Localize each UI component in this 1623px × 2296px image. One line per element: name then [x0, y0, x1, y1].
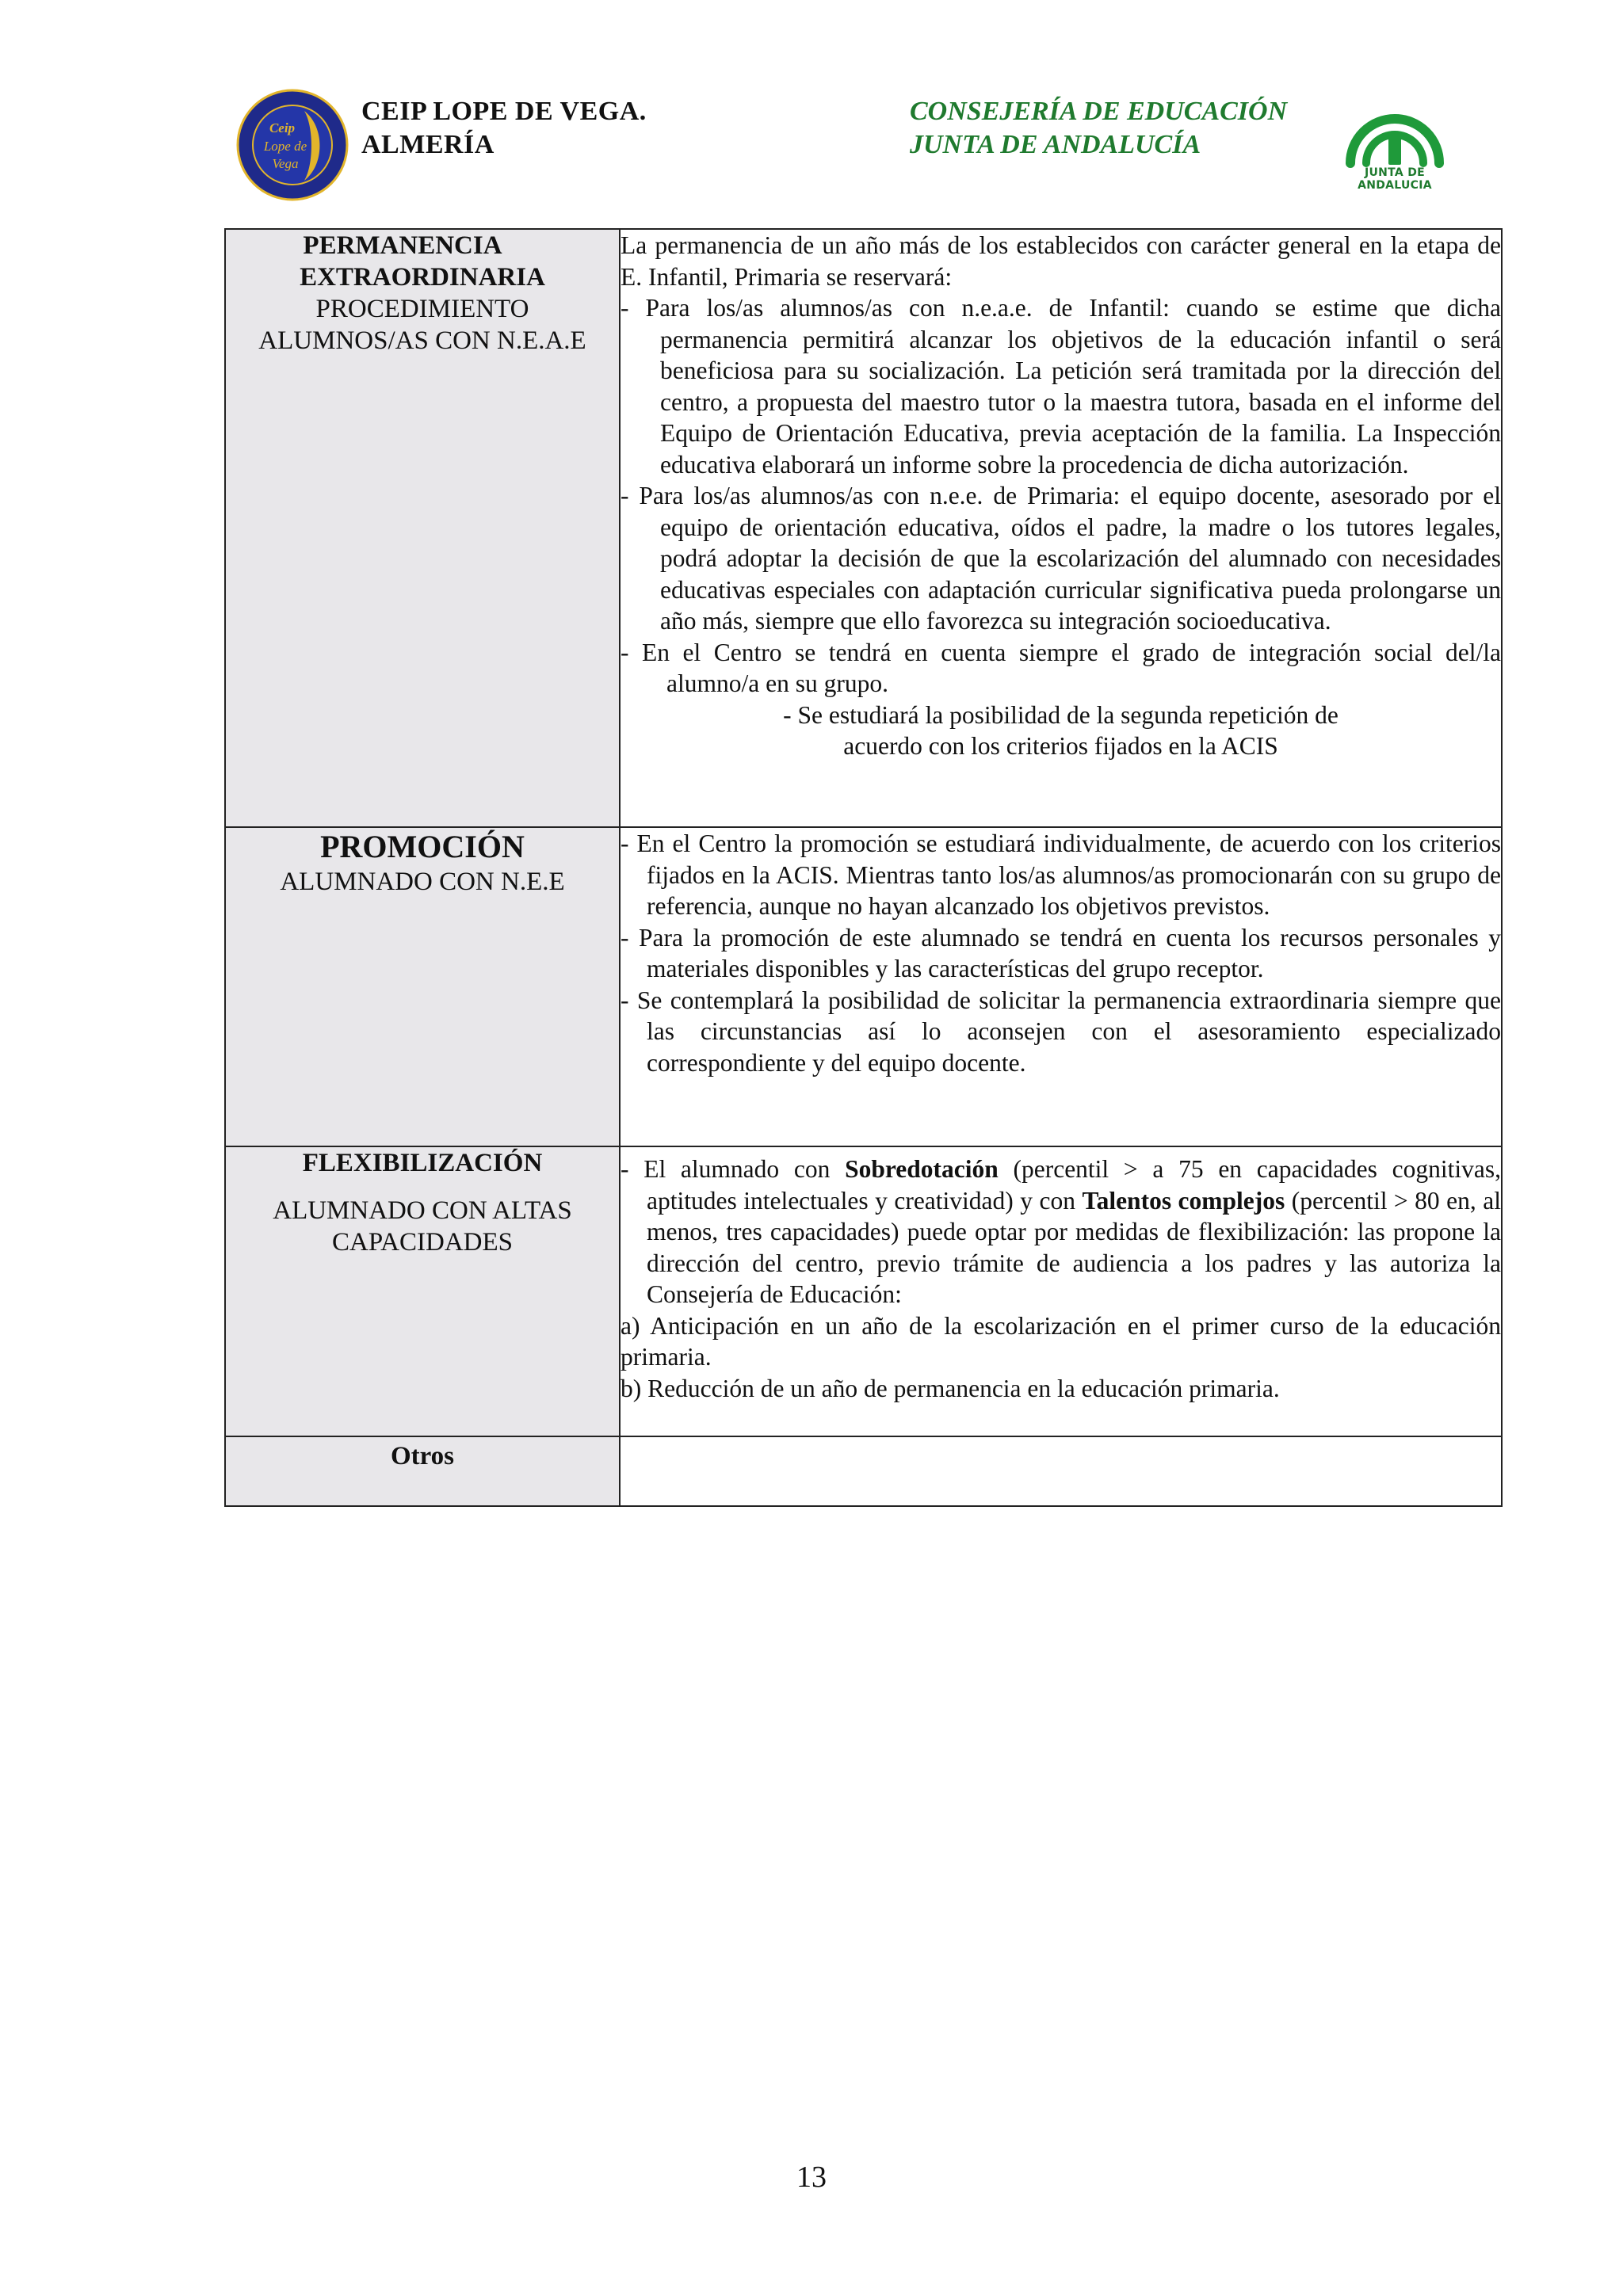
closing-line: - Se estudiará la posibilidad de la segunda repetición de	[783, 700, 1338, 729]
closing-line: acuerdo con los criterios fijados en la ACIS	[843, 732, 1278, 760]
row-label-flexibilizacion	[225, 1146, 620, 1436]
table-row-permanencia	[225, 229, 1502, 827]
measures-table	[224, 228, 1503, 1507]
row-content-otros	[620, 1436, 1502, 1506]
gov-name-line2: JUNTA DE ANDALUCÍA	[910, 130, 1201, 159]
label-line: EXTRAORDINARIA	[300, 263, 545, 292]
label-sub: ALUMNADO CON ALTAS	[273, 1196, 572, 1225]
label-line: ALUMNOS/AS CON N.E.A.E	[258, 326, 586, 355]
table-row-promocion	[225, 827, 1502, 1146]
paragraph: La permanencia de un año más de los establecidos con carácter general en la etapa de E. Infantil, Primaria se reservará:	[621, 231, 1501, 291]
label-line: PERMANENCIA	[303, 231, 502, 260]
table-row-flexibilizacion	[225, 1146, 1502, 1436]
list-item: - En el Centro se tendrá en cuenta siempre el grado de integración social del/la alumno/a en su grupo.	[621, 638, 1501, 697]
row-label-permanencia	[225, 229, 620, 827]
school-name-line2: ALMERÍA	[361, 130, 495, 159]
label-title: Otros	[390, 1442, 455, 1470]
label-title: PROMOCIÓN	[320, 829, 525, 864]
page-header	[0, 0, 1623, 230]
list-item: b) Reducción de un año de permanencia en la educación primaria.	[621, 1374, 1280, 1402]
row-content-permanencia	[620, 229, 1502, 827]
label-title: FLEXIBILIZACIÓN	[302, 1149, 543, 1177]
list-item: - En el Centro la promoción se estudiará individualmente, de acuerdo con los criterios fijados en la ACIS. Mientras tanto los/as alumnos/as promocionarán con su grupo de referencia, aunque no hayan alcanzado los objetivos previstos.	[621, 830, 1501, 920]
label-sub: CAPACIDADES	[331, 1228, 513, 1257]
school-name-line1: CEIP LOPE DE VEGA.	[361, 97, 647, 126]
list-item: - El alumnado con Sobredotación (percentil > a 75 en capacidades cognitivas, aptitudes intelectuales y creatividad) y con Talentos complejos (percentil > 80 en, al menos, tres capacidades) puede optar por medidas de flexibilización: las propone la dirección del centro, previo trámite de audiencia a los padres y las autoriza la Consejería de Educación:	[621, 1155, 1501, 1308]
list-item: - Para la promoción de este alumnado se tendrá en cuenta los recursos personales y materiales disponibles y las características del grupo receptor.	[621, 923, 1501, 982]
row-label-otros	[225, 1436, 620, 1506]
seal-text-mid: Lope de	[263, 139, 307, 154]
row-content-promocion	[620, 827, 1502, 1146]
row-content-flexibilizacion	[620, 1146, 1502, 1436]
list-item: - Para los/as alumnos/as con n.e.e. de Primaria: el equipo docente, asesorado por el equipo de orientación educativa, oídos el padre, la madre o los tutores legales, podrá adoptar la decisión de que la escolarización del alumnado con necesidades educativas especiales con adaptación curricular significativa pueda prolongarse un año más, siempre que ello favorezca su integración socioeducativa.	[621, 482, 1501, 635]
term-sobredotacion: Sobredotación	[845, 1155, 999, 1183]
list-item: a) Anticipación en un año de la escolarización en el primer curso de la educación primaria.	[621, 1311, 1501, 1371]
label-line: PROCEDIMIENTO	[315, 295, 529, 323]
table-row-otros	[225, 1436, 1502, 1506]
list-item: - Se contemplará la posibilidad de solicitar la permanencia extraordinaria siempre que las circunstancias así lo aconsejen con el asesoramiento especializado correspondiente y del equipo docente.	[621, 986, 1501, 1077]
government-name	[910, 95, 1287, 162]
school-seal-logo	[236, 89, 349, 201]
junta-logo-text: JUNTA DE ANDALUCIA	[1358, 166, 1432, 192]
list-item: - Para los/as alumnos/as con n.e.a.e. de Infantil: cuando se estime que dicha permanencia permitirá alcanzar los objetivos de la educación infantil o será beneficiosa para su socialización. La petición será tramitada por la dirección del centro, a propuesta del maestro tutor o la maestra tutora, basada en el informe del Equipo de Orientación Educativa, previa aceptación de la familia. La Inspección educativa elaborará un informe sobre la procedencia de dicha autorización.	[621, 294, 1501, 479]
label-sub: ALUMNADO CON N.E.E	[280, 868, 565, 896]
gov-name-line1: CONSEJERÍA DE EDUCACIÓN	[910, 97, 1288, 126]
row-label-promocion	[225, 827, 620, 1146]
seal-text-top: Ceip	[269, 120, 296, 135]
school-name	[361, 95, 647, 162]
seal-text-bot: Vega	[272, 156, 299, 171]
term-talentos: Talentos complejos	[1082, 1186, 1285, 1215]
page-number: 13	[796, 2161, 827, 2194]
